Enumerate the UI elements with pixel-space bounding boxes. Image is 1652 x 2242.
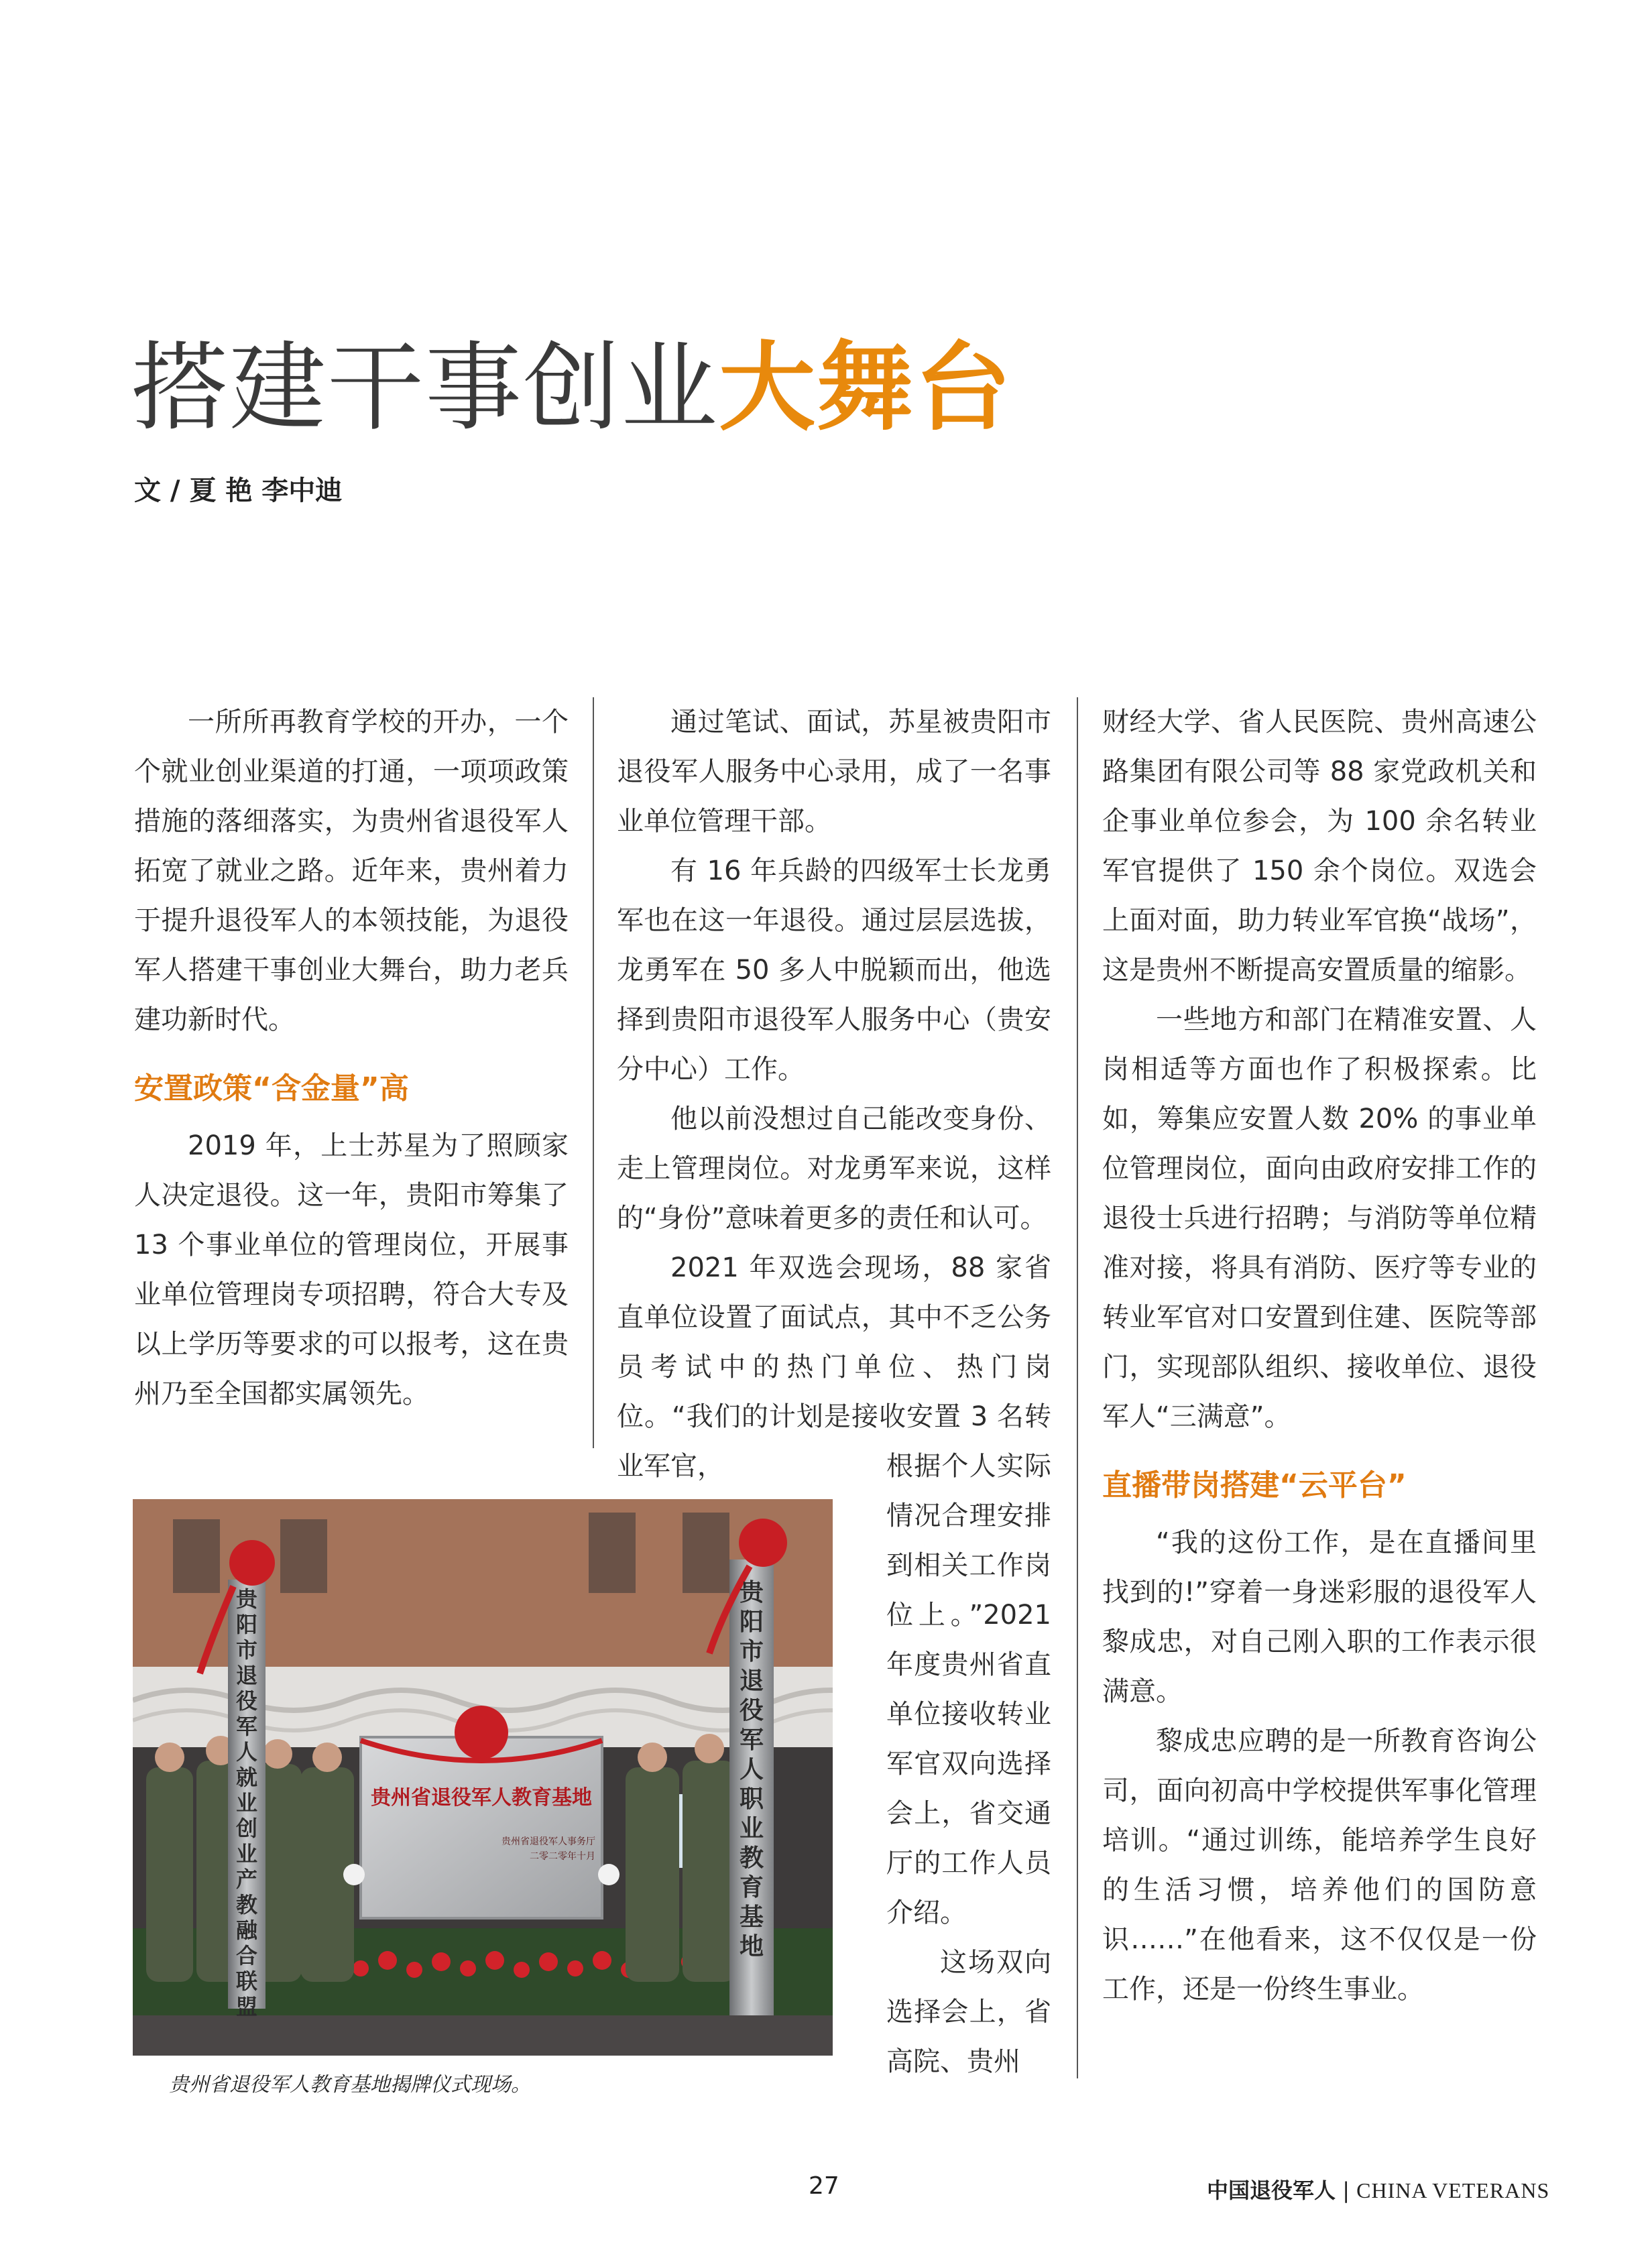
page-number: 27 [809, 2172, 839, 2200]
section-heading: 直播带岗搭建“云平台” [1102, 1468, 1407, 1502]
right-sign-text: 贵阳市退役军人职业教育基地 [739, 1579, 764, 1960]
paragraph: 财经大学、省人民医院、贵州高速公路集团有限公司等 88 家党政机关和企事业单位参会，为 100 余名转业军官提供了 150 余个岗位。双选会上面对面，助力转业军官换“战场”，这是贵州不断提高安置质量的缩影。 [1102, 707, 1537, 986]
column-3 [1102, 697, 1537, 2014]
section-heading: 安置政策“含金量”高 [134, 1071, 409, 1106]
magazine-english-name: CHINA VETERANS [1356, 2178, 1550, 2202]
left-sign-text: 贵阳市退役军人就业创业产教融合联盟 [235, 1586, 257, 2019]
plaque-subtitle-2: 二零二零年十月 [530, 1851, 595, 1862]
title-part-highlight: 大舞台 [719, 331, 1013, 444]
paragraph: 通过笔试、面试，苏星被贵阳市退役军人服务中心录用，成了一名事业单位管理干部。 [617, 707, 1051, 837]
paragraph: 2021 年双选会现场，88 家省直单位设置了面试点，其中不乏公务员考试中的热门单位、热门岗位。“我们的计划是接收安置 3 名转业军官， [617, 1252, 1051, 1482]
title-part-normal: 搭建干事创业 [131, 331, 719, 444]
footer [1207, 2174, 1549, 2204]
column-2-wrap [886, 1441, 1051, 2086]
paragraph: “我的这份工作，是在直播间里找到的!”穿着一身迷彩服的退役军人黎成忠，对自己刚入职的工作表示很满意。 [1102, 1527, 1537, 1707]
footer-separator: | [1342, 2178, 1350, 2203]
paragraph: 根据个人实际情况合理安排到相关工作岗位上。”2021 年度贵州省直单位接收转业军官双向选择会上，省交通厅的工作人员介绍。 [886, 1451, 1051, 1928]
paragraph: 一所所再教育学校的开办，一个个就业创业渠道的打通，一项项政策措施的落细落实，为贵州省退役军人拓宽了就业之路。近年来，贵州着力于提升退役军人的本领技能，为退役军人搭建干事创业大舞台，助力老兵建功新时代。 [134, 707, 569, 1035]
photo-caption: 贵州省退役军人教育基地揭牌仪式现场。 [169, 2073, 531, 2097]
plaque-subtitle-1: 贵州省退役军人事务厅 [501, 1836, 595, 1847]
paragraph: 2019 年，上士苏星为了照顾家人决定退役。这一年，贵阳市筹集了 13 个事业单位的管理岗位，开展事业单位管理岗专项招聘，符合大专及以上学历等要求的可以报考，这在贵州乃至全国都实属领先。 [134, 1130, 569, 1409]
paragraph: 他以前没想过自己能改变身份、走上管理岗位。对龙勇军来说，这样的“身份”意味着更多的责任和认可。 [617, 1104, 1051, 1234]
column-divider [1077, 697, 1078, 2078]
paragraph: 一些地方和部门在精准安置、人岗相适等方面也作了积极探索。比如，筹集应安置人数 20% 的事业单位管理岗位，面向由政府安排工作的退役士兵进行招聘；与消防等单位精准对接，将具有消防、医疗等专业的转业军官对口安置到住建、医院等部门，实现部队组织、接收单位、退役军人“三满意”。 [1102, 1004, 1537, 1432]
article-title [131, 327, 1012, 448]
paragraph: 有 16 年兵龄的四级军士长龙勇军也在这一年退役。通过层层选拔，龙勇军在 50 多人中脱颖而出，他选择到贵阳市退役军人服务中心（贵安分中心）工作。 [617, 856, 1051, 1085]
paragraph: 黎成忠应聘的是一所教育咨询公司，面向初高中学校提供军事化管理培训。“通过训练，能培养学生良好的生活习惯，培养他们的国防意识……”在他看来，这不仅仅是一份工作，还是一份终生事业。 [1102, 1726, 1537, 2005]
column-2 [617, 697, 1051, 1491]
byline: 文 / 夏 艳 李中迪 [134, 475, 343, 506]
paragraph: 这场双向选择会上，省高院、贵州 [886, 1947, 1051, 2077]
plaque-title: 贵州省退役军人教育基地 [371, 1786, 592, 1810]
column-1 [134, 697, 569, 1419]
ceremony-photo [133, 1499, 833, 2056]
magazine-name: 中国退役军人 [1207, 2178, 1336, 2203]
column-divider [593, 697, 594, 1448]
